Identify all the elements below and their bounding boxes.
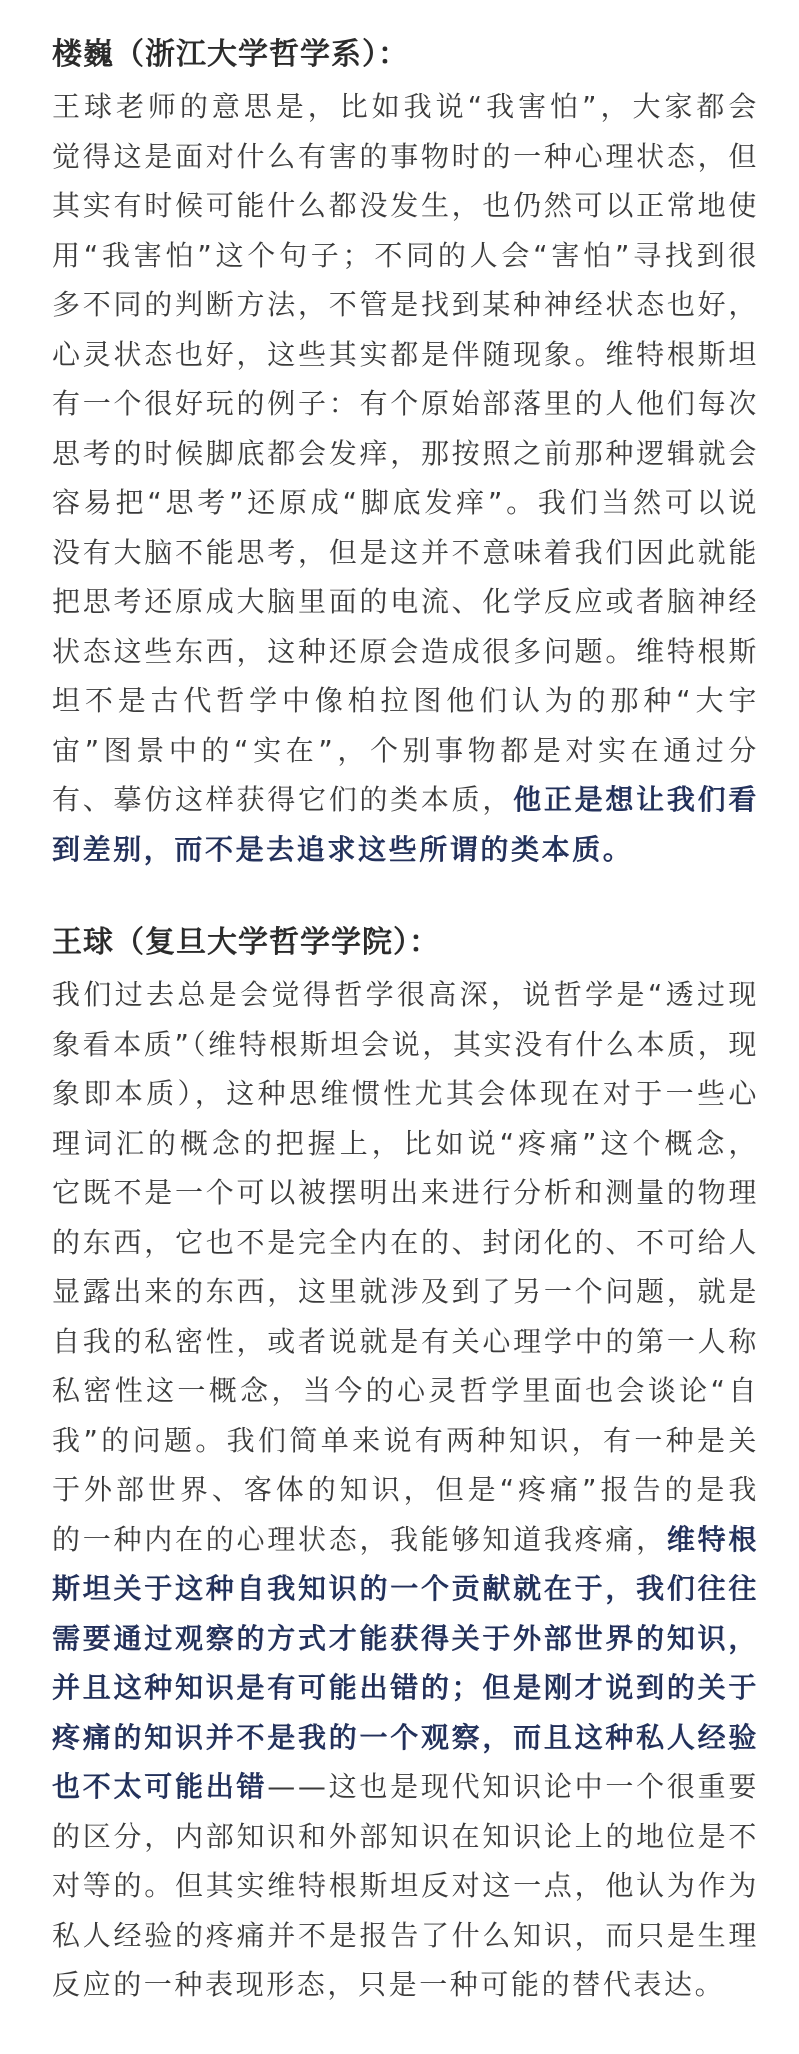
speaker-heading: 楼巍（浙江大学哲学系）：: [52, 37, 409, 72]
speaker-section-wangqiu: [52, 918, 759, 2010]
paragraph-text: 王球老师的意思是，比如我说“我害怕”，大家都会觉得这是面对什么有害的事物时的一种心理状态，但其实有时候可能什么都没发生，也仍然可以正常地使用“我害怕”这个句子；不同的人会“害怕”寻找到很多不同的判断方法，不管是找到某种神经状态也好，心灵状态也好，这些其实都是伴随现象。维特根斯坦有一个很好玩的例子：有个原始部落里的人他们每次思考的时候脚底都会发痒，那按照之前那种逻辑就会容易把“思考”还原成“脚底发痒”。我们当然可以说没有大脑不能思考，但是这并不意味着我们因此就能把思考还原成大脑里面的电流、化学反应或者脑神经状态这些东西，这种还原会造成很多问题。维特根斯坦不是古代哲学中像柏拉图他们认为的那种“大宇宙”图景中的“实在”，个别事物都是对实在通过分有、摹仿这样获得它们的类本质，: [52, 90, 759, 816]
speaker-heading: 王球（复旦大学哲学学院）：: [52, 925, 440, 960]
section-divider-space: [52, 874, 759, 918]
paragraph-text-tail: ——这也是现代知识论中一个很重要的区分，内部知识和外部知识在知识论上的地位是不对等的。但其实维特根斯坦反对这一点，他认为作为私人经验的疼痛并不是报告了什么知识，而只是生理反应的一种表现形态，只是一种可能的替代表达。: [52, 1770, 759, 2001]
emphasis-text: 他正是想让我们看到差别，而不是去追求这些所谓的类本质。: [52, 783, 759, 866]
speaker-section-louwei: [52, 30, 759, 874]
speaker-paragraph: [52, 970, 759, 2010]
paragraph-text: 我们过去总是会觉得哲学很高深，说哲学是“透过现象看本质”（维特根斯坦会说，其实没有什么本质，现象即本质），这种思维惯性尤其会体现在对于一些心理词汇的概念的把握上，比如说“疼痛”这个概念，它既不是一个可以被摆明出来进行分析和测量的物理的东西，它也不是完全内在的、封闭化的、不可给人显露出来的东西，这里就涉及到了另一个问题，就是自我的私密性，或者说就是有关心理学中的第一人称私密性这一概念，当今的心灵哲学里面也会谈论“自我”的问题。我们简单来说有两种知识，有一种是关于外部世界、客体的知识，但是“疼痛”报告的是我的一种内在的心理状态，我能够知道我疼痛，: [52, 978, 759, 1556]
speaker-paragraph: [52, 82, 759, 874]
emphasis-text: 维特根斯坦关于这种自我知识的一个贡献就在于，我们往往需要通过观察的方式才能获得关于外部世界的知识，并且这种知识是有可能出错的；但是刚才说到的关于疼痛的知识并不是我的一个观察，而且这种私人经验也不太可能出错: [52, 1522, 759, 1803]
